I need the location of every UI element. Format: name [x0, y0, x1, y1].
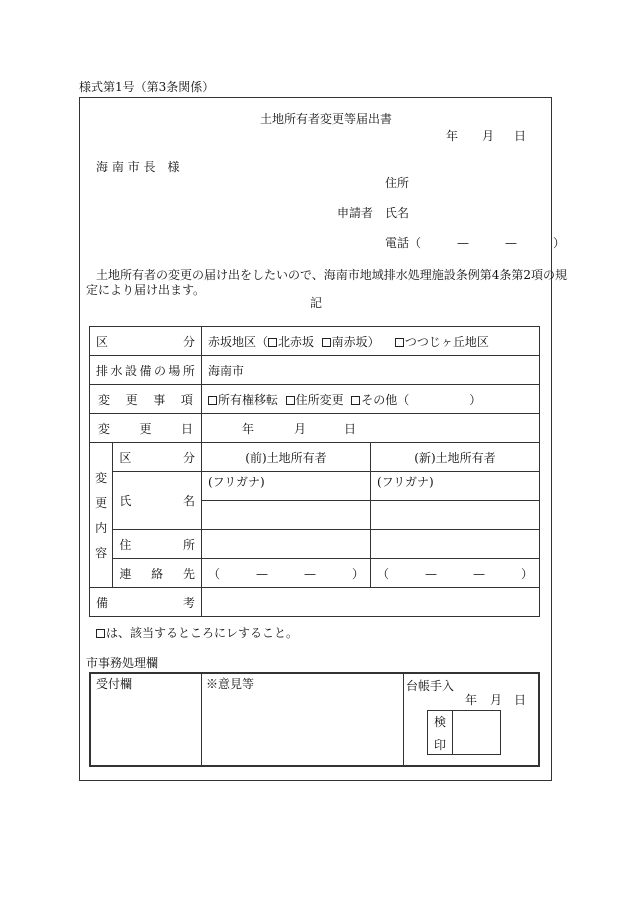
- checkbox-note: は、該当するところにレすること。: [96, 626, 298, 640]
- details-table: [89, 326, 540, 617]
- address-label: 住 所: [113, 530, 202, 559]
- row-furigana: [90, 472, 540, 501]
- office-heading: 市事務処理欄: [86, 656, 159, 670]
- checkbox-kita-akasaka[interactable]: [268, 338, 277, 347]
- prev-owner-furigana[interactable]: (フリガナ): [201, 472, 370, 501]
- row-remarks: [90, 588, 540, 617]
- new-owner-address[interactable]: [370, 530, 539, 559]
- form-title: 土地所有者変更等届出書: [260, 112, 393, 126]
- checkbox-ownership-transfer[interactable]: [208, 396, 217, 405]
- sub-ku-label: 区 分: [113, 443, 202, 472]
- name-label: 氏 名: [113, 472, 202, 530]
- row-address: [90, 530, 540, 559]
- prev-owner-header: (前)土地所有者: [201, 443, 370, 472]
- checkbox-sample-icon: [96, 629, 105, 638]
- row-ku: [90, 327, 540, 356]
- row-contact: [90, 559, 540, 588]
- ledger-label: 台帳手入: [406, 679, 455, 693]
- checkbox-tsutsujigaoka[interactable]: [395, 338, 404, 347]
- checkbox-other[interactable]: [351, 396, 360, 405]
- ku-label: 区 分: [90, 327, 202, 356]
- ledger-year: 年: [465, 693, 478, 707]
- body-text-line2: 定により届け出ます。: [86, 283, 206, 297]
- ku-value: 赤坂地区（ 北赤坂 南赤坂） つつじヶ丘地区: [201, 327, 539, 356]
- prev-owner-name[interactable]: [201, 501, 370, 530]
- received-label: 受付欄: [96, 677, 133, 691]
- row-sub-ku: [90, 443, 540, 472]
- prev-owner-contact[interactable]: （ — — ）: [201, 559, 370, 588]
- change-content-label: 変 更 内 容: [90, 443, 113, 588]
- date-month: 月: [482, 129, 495, 143]
- prev-owner-address[interactable]: [201, 530, 370, 559]
- checkbox-address-change[interactable]: [286, 396, 295, 405]
- ki-heading: 記: [310, 296, 323, 310]
- contact-label: 連 絡 先: [113, 559, 202, 588]
- new-owner-contact[interactable]: （ — — ）: [370, 559, 539, 588]
- inspection-seal-box: [427, 710, 501, 755]
- body-text-line1: 土地所有者の変更の届け出をしたいので、海南市地域排水処理施設条例第4条第2項の規: [96, 268, 568, 282]
- remarks-value[interactable]: [201, 588, 539, 617]
- date-day: 日: [514, 129, 527, 143]
- row-change-items: [90, 385, 540, 414]
- checkbox-minami-akasaka[interactable]: [322, 338, 331, 347]
- change-items-label: 変 更 事 項: [90, 385, 202, 414]
- change-date-label: 変 更 日: [90, 414, 202, 443]
- date-year: 年: [446, 129, 459, 143]
- new-owner-name[interactable]: [370, 501, 539, 530]
- new-owner-header: (新)土地所有者: [370, 443, 539, 472]
- change-date-value[interactable]: 年 月 日: [201, 414, 539, 443]
- row-change-date: [90, 414, 540, 443]
- ledger-day: 日: [514, 693, 527, 707]
- new-owner-furigana[interactable]: (フリガナ): [370, 472, 539, 501]
- applicant-phone-label: 電話（ — — ）: [385, 236, 566, 250]
- remarks-label: 備 考: [90, 588, 202, 617]
- ledger-month: 月: [490, 693, 503, 707]
- location-value[interactable]: 海南市: [201, 356, 539, 385]
- form-number: 様式第1号（第3条関係）: [79, 80, 215, 94]
- change-items-value: 所有権移転 住所変更 その他（ ）: [201, 385, 539, 414]
- location-label: 排 水 設 備 の 場 所: [90, 356, 202, 385]
- applicant-address-label: 住所: [385, 176, 410, 190]
- seal-label: 検 印: [428, 711, 453, 754]
- addressee: 海 南 市 長 様: [96, 160, 180, 174]
- row-location: [90, 356, 540, 385]
- opinion-label: ※意見等: [206, 677, 255, 691]
- applicant-name-label: 申請者 氏名: [337, 206, 410, 220]
